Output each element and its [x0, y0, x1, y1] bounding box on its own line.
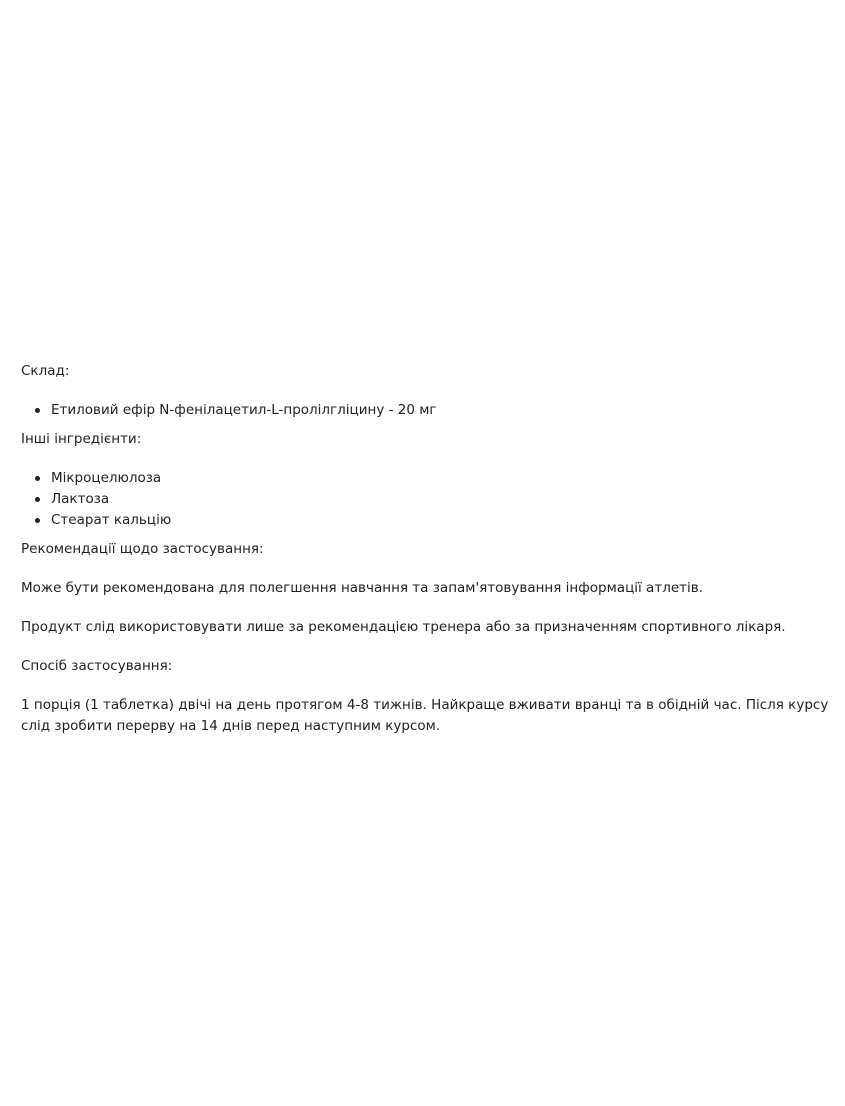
- description-content: [21, 361, 831, 755]
- composition-list: [21, 400, 831, 421]
- list-item: [51, 510, 831, 531]
- list-item-text: Мікроцелюлоза: [51, 470, 162, 486]
- list-item-text: Лактоза: [51, 491, 110, 507]
- recommendations-paragraph: Продукт слід використовувати лише за рекомендацією тренера або за призначенням спортивного лікаря.: [21, 619, 786, 635]
- list-item: [51, 400, 831, 421]
- recommendations-heading: Рекомендації щодо застосування:: [21, 541, 264, 557]
- usage-heading: Спосіб застосування:: [21, 658, 173, 674]
- other-ingredients-heading: Інші інгредієнти:: [21, 431, 142, 447]
- list-item-text: Етиловий ефір N-фенілацетил-L-пролілгліцину - 20 мг: [51, 402, 437, 418]
- composition-heading: Склад:: [21, 363, 70, 379]
- bullet-icon: [35, 476, 40, 481]
- other-ingredients-list: [21, 468, 831, 531]
- bullet-icon: [35, 518, 40, 523]
- list-item: [51, 468, 831, 489]
- list-item-text: Стеарат кальцію: [51, 512, 172, 528]
- usage-paragraph: 1 порція (1 таблетка) двічі на день протягом 4-8 тижнів. Найкраще вживати вранці та в обідній час. Після курсу слід зробити перерву на 14 днів перед наступним курсом.: [21, 697, 829, 734]
- recommendations-paragraph: Може бути рекомендована для полегшення навчання та запам'ятовування інформації атлетів.: [21, 580, 703, 596]
- bullet-icon: [35, 408, 40, 413]
- list-item: [51, 489, 831, 510]
- bullet-icon: [35, 497, 40, 502]
